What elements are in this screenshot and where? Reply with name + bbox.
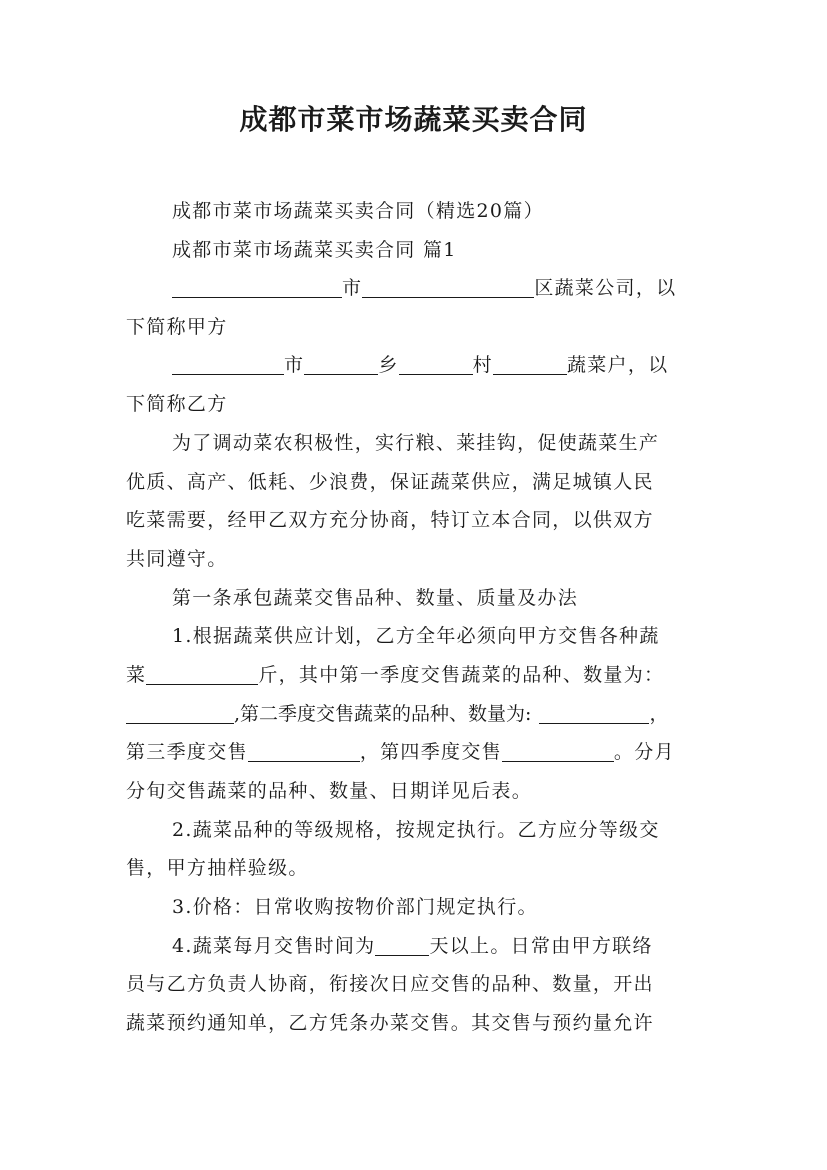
- text: 市: [342, 277, 363, 299]
- text: ，第四季度交售: [359, 741, 502, 763]
- party-b-continuation: 下简称乙方: [126, 393, 228, 415]
- item4-line3: 蔬菜预约通知单，乙方凭条办菜交售。其交售与预约量允许: [126, 1012, 654, 1034]
- text: 斤，其中第一季度交售蔬菜的品种、数量为：: [258, 664, 665, 686]
- subtitle: 成都市菜市场蔬菜买卖合同（精选20篇）: [172, 200, 544, 222]
- text: 区蔬菜公司，以: [534, 277, 677, 299]
- party-a-line: [172, 269, 706, 307]
- text: 村: [472, 354, 493, 376]
- article1-heading: 第一条承包蔬菜交售品种、数量、质量及办法: [172, 587, 579, 609]
- text: ，: [649, 703, 669, 725]
- item1-line4: [126, 733, 706, 771]
- blank-q4: [502, 741, 614, 762]
- party-a-continuation: 下简称甲方: [126, 316, 228, 338]
- document-title: 成都市菜市场蔬菜买卖合同: [239, 103, 588, 136]
- blank-annual-quantity: [146, 664, 258, 685]
- party-b-line: [172, 346, 706, 384]
- blank-city-a: [172, 277, 342, 298]
- text: 4.蔬菜每月交售时间为: [172, 935, 376, 957]
- item1-line3: [126, 695, 706, 733]
- item4-line1: [172, 927, 706, 965]
- text: 菜: [126, 664, 147, 686]
- text: 市: [284, 354, 305, 376]
- item1-line1: 1.根据蔬菜供应计划，乙方全年必须向甲方交售各种蔬: [172, 625, 660, 647]
- blank-q1: [126, 703, 234, 724]
- blank-district-a: [362, 277, 534, 298]
- item3-line: 3.价格：日常收购按物价部门规定执行。: [172, 896, 538, 918]
- preamble-line: 优质、高产、低耗、少浪费，保证蔬菜供应，满足城镇人民: [126, 471, 654, 493]
- text: 乡: [378, 354, 399, 376]
- text: 蔬菜户，以: [566, 354, 669, 376]
- text: 。分月: [613, 741, 675, 763]
- blank-q2: [539, 703, 649, 724]
- item1-line5: 分旬交售蔬菜的品种、数量、日期详见后表。: [126, 780, 533, 802]
- section-heading: 成都市菜市场蔬菜买卖合同 篇1: [172, 239, 457, 261]
- preamble-line: 为了调动菜农积极性，实行粮、莱挂钩，促使蔬菜生产: [172, 432, 660, 454]
- item2-line1: 2.蔬菜品种的等级规格，按规定执行。乙方应分等级交: [172, 819, 660, 841]
- item4-line2: 员与乙方负责人协商，衔接次日应交售的品种、数量，开出: [126, 973, 654, 995]
- text: 第三季度交售: [126, 741, 248, 763]
- item2-line2: 售，甲方抽样验级。: [126, 857, 309, 879]
- blank-township: [304, 354, 378, 375]
- blank-household: [493, 354, 567, 375]
- preamble-line: 共同遵守。: [126, 548, 228, 570]
- text: 天以上。日常由甲方联络: [429, 935, 653, 957]
- text: ,第二季度交售蔬菜的品种、数量为:: [234, 703, 532, 725]
- blank-days: [375, 935, 429, 956]
- blank-village: [399, 354, 473, 375]
- blank-city-b: [172, 354, 284, 375]
- blank-q3: [248, 741, 360, 762]
- preamble-line: 吃菜需要，经甲乙双方充分协商，特订立本合同，以供双方: [126, 509, 654, 531]
- item1-line2: [126, 656, 706, 694]
